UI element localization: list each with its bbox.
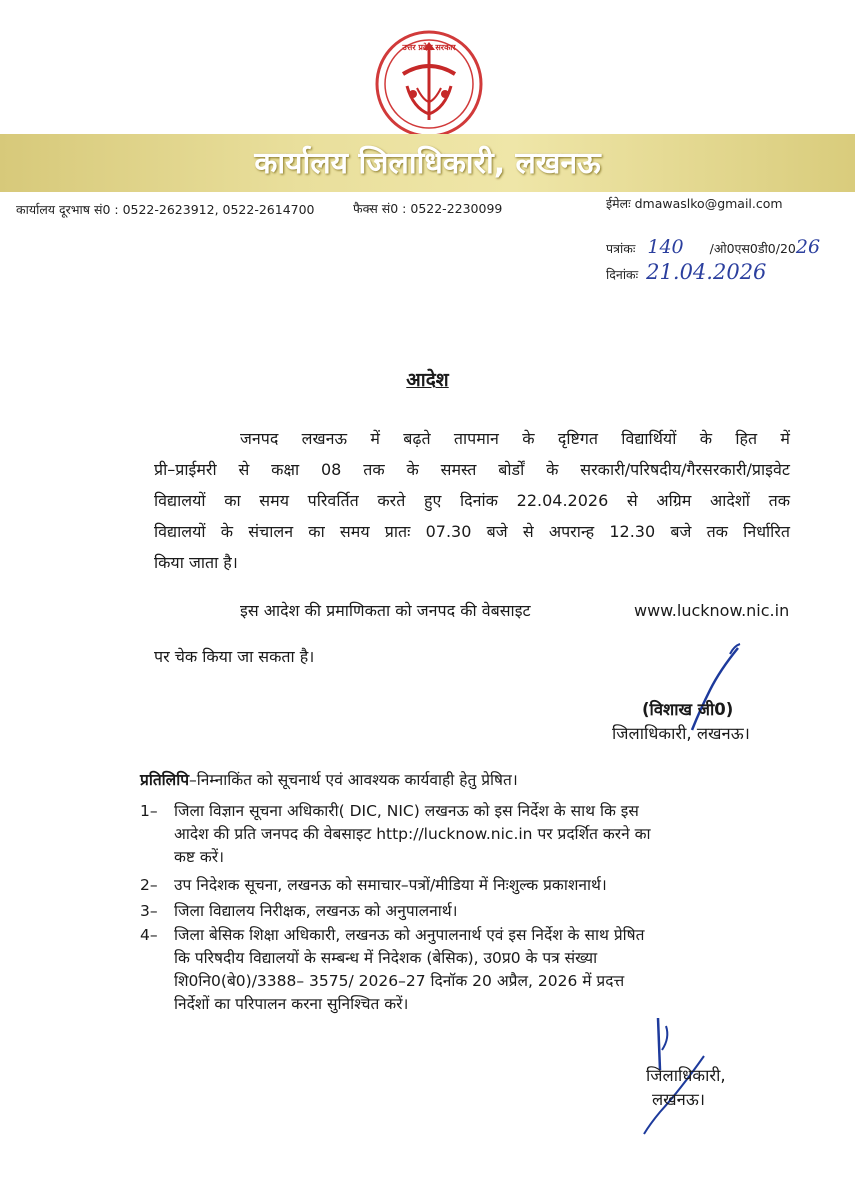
patrank-year: 26 <box>795 236 821 258</box>
phone-value: 0522-2623912, 0522-2614700 <box>122 202 315 217</box>
para2-line1: इस आदेश की प्रमाणिकता को जनपद की वेबसाइट <box>240 601 531 620</box>
copy-item-3-num: 3– <box>140 902 158 920</box>
website-link[interactable]: www.lucknow.nic.in <box>634 601 790 620</box>
copy-item-1-line2: आदेश की प्रति जनपद की वेबसाइट http://lucknow.nic.in पर प्रदर्शित करने का <box>174 825 651 843</box>
patrank-row <box>606 236 820 258</box>
copy-intro-rest: –निम्नाकिंत को सूचनार्थ एवं आवश्यक कार्यवाही हेतु प्रेषित। <box>189 771 518 789</box>
copy-item-3-line1: जिला विद्यालय निरीक्षक, लखनऊ को अनुपालनार्थ। <box>174 902 458 920</box>
footer-designation: जिलाधिकारी, <box>646 1066 726 1085</box>
order-para1-line1 <box>154 423 790 454</box>
copy-item-2-num: 2– <box>140 876 158 894</box>
office-title: कार्यालय जिलाधिकारी, लखनऊ <box>254 146 601 181</box>
signatory-name: (विशाख जी0) <box>642 700 734 719</box>
copy-item-1-num: 1– <box>140 802 158 820</box>
copy-intro-bold: प्रतिलिपि <box>140 771 190 789</box>
patrank-suffix: /ओ0एस0डी0/20 <box>709 241 796 256</box>
copy-item-4-line2: कि परिषदीय विद्यालयों के सम्बन्ध में निदेशक (बेसिक), उ0प्र0 के पत्र संख्या <box>174 949 598 967</box>
copy-item-1-line3: कष्ट करें। <box>174 848 225 866</box>
patrank-label: पत्रांकः <box>606 241 636 256</box>
copy-item-2-line1: उप निदेशक सूचना, लखनऊ को समाचार–पत्रों/मीडिया में निःशुल्क प्रकाशनार्थ। <box>174 876 607 894</box>
para1-line-5: किया जाता है। <box>154 553 238 572</box>
copy-item-4-line1: जिला बेसिक शिक्षा अधिकारी, लखनऊ को अनुपालनार्थ एवं इस निर्देश के साथ प्रेषित <box>174 926 645 944</box>
dinank-value: 21.04.2026 <box>646 260 767 284</box>
fax-value: 0522-2230099 <box>410 201 503 216</box>
order-heading: आदेश <box>406 369 449 391</box>
email-info <box>606 195 783 212</box>
up-government-emblem <box>373 28 485 140</box>
copy-item-4-line3: शि0नि0(बे0)/3388– 3575/ 2026–27 दिनॉक 20 अप्रैल, 2026 में प्रदत्त <box>174 972 625 990</box>
phone-info <box>16 201 315 218</box>
copy-item-1-line1: जिला विज्ञान सूचना अधिकारी( DIC, NIC) लखनऊ को इस निर्देश के साथ कि इस <box>174 802 639 820</box>
signatory-designation: जिलाधिकारी, लखनऊ। <box>612 724 750 743</box>
fax-label: फैक्स सं0 : <box>353 201 407 216</box>
para1-line-1: जनपद लखनऊ में बढ़ते तापमान के दृष्टिगत विद्यार्थियों के हित में <box>240 429 790 448</box>
phone-label: कार्यालय दूरभाष सं0 : <box>16 202 119 217</box>
para1-line-2: प्री–प्राईमरी से कक्षा 08 तक के समस्त बोर्डों के सरकारी/परिषदीय/गैरसरकारी/प्राइवेट <box>154 460 790 479</box>
para1-line-4: विद्यालयों के संचालन का समय प्रातः 07.30 बजे से अपरान्ह 12.30 बजे तक निर्धारित <box>154 522 790 541</box>
email-label: ईमेलः <box>606 196 631 211</box>
dinank-row <box>606 260 766 284</box>
patrank-number: 140 <box>647 236 684 258</box>
copy-item-4-num: 4– <box>140 926 158 944</box>
para1-line-3: विद्यालयों का समय परिवर्तित करते हुए दिनांक 22.04.2026 से अग्रिम आदेशों तक <box>154 491 790 510</box>
copy-item-4-line4: निर्देशों का परिपालन करना सुनिश्चित करें। <box>174 995 409 1013</box>
copy-intro <box>140 769 518 792</box>
emblem-text: उत्तर प्रदेश सरकार <box>402 43 456 52</box>
fax-info <box>353 200 502 217</box>
footer-place: लखनऊ। <box>652 1090 706 1109</box>
dinank-label: दिनांकः <box>606 267 639 282</box>
para2-line2: पर चेक किया जा सकता है। <box>154 647 315 666</box>
email-value: dmawaslko@gmail.com <box>634 196 783 211</box>
